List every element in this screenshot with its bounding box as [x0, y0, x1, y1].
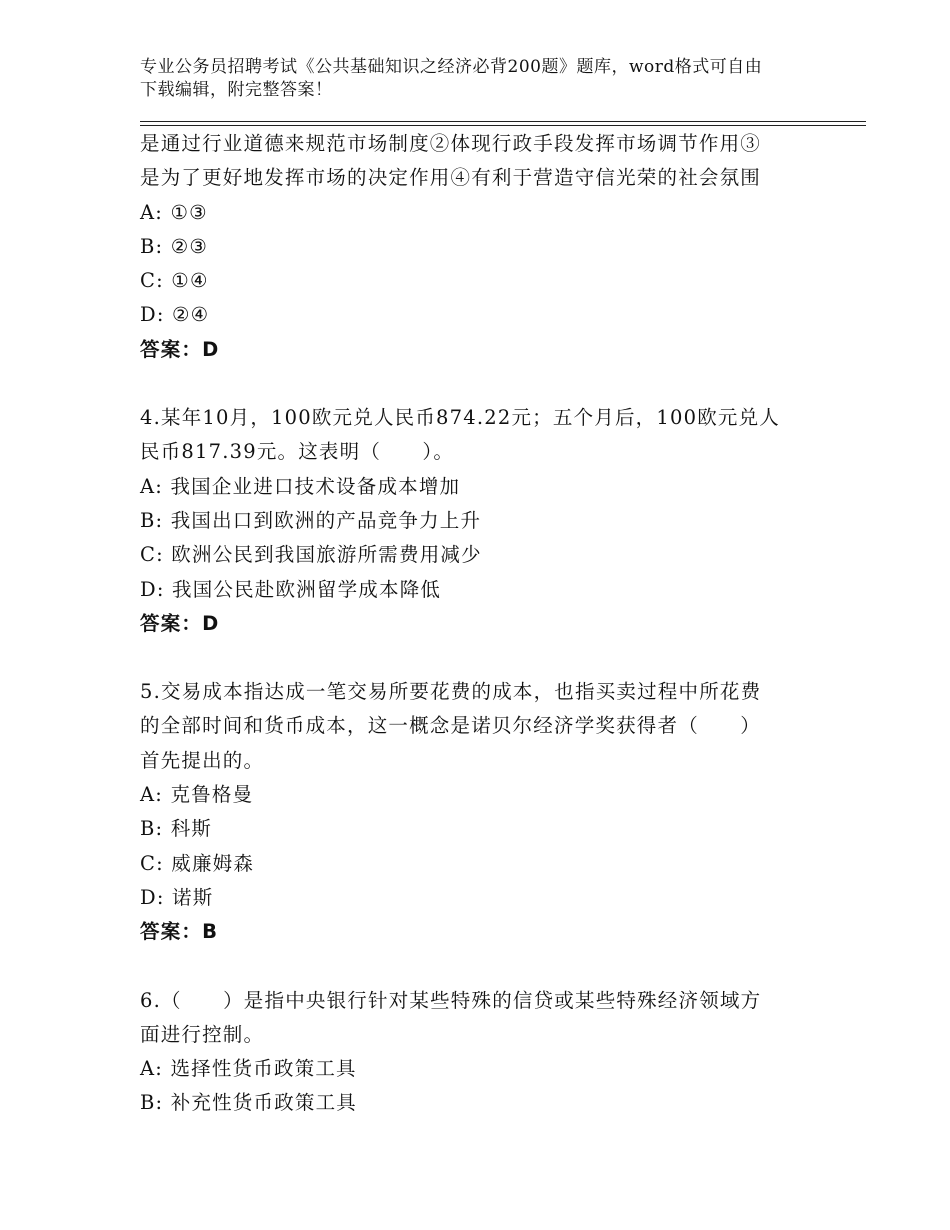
option-d: D: 诺斯 — [140, 885, 214, 909]
answer-label: 答案：D — [140, 611, 220, 635]
option-b: B: 科斯 — [140, 817, 213, 841]
question-stem-line: 是通过行业道德来规范市场制度②体现行政手段发挥市场调节作用③ — [140, 132, 762, 155]
header-title-line-1: 专业公务员招聘考试《公共基础知识之经济必背200题》题库，word格式可自由 — [140, 57, 763, 77]
header-rule-bottom — [140, 125, 866, 126]
option-d: D: ②④ — [140, 303, 210, 327]
header-title-line-2: 下载编辑，附完整答案！ — [140, 80, 333, 100]
question-6 — [140, 984, 820, 1121]
question-stem-line: 5.交易成本指达成一笔交易所要花费的成本，也指买卖过程中所花费 — [140, 680, 762, 704]
option-c: C: 威廉姆森 — [140, 851, 255, 875]
option-b: B: 我国出口到欧洲的产品竞争力上升 — [140, 508, 482, 532]
header-rule-top — [140, 121, 866, 122]
question-content — [140, 127, 820, 1121]
question-stem-line: 是为了更好地发挥市场的决定作用④有利于营造守信光荣的社会氛围 — [140, 166, 762, 190]
answer-label: 答案：D — [140, 337, 220, 361]
option-a: A: 选择性货币政策工具 — [140, 1057, 357, 1081]
question-stem-line: 4.某年10月，100欧元兑人民币874.22元；五个月后，100欧元兑人 — [140, 406, 780, 430]
option-c: C: 欧洲公民到我国旅游所需费用减少 — [140, 543, 482, 567]
question-stem-line: 的全部时间和货币成本，这一概念是诺贝尔经济学奖获得者（ ） — [140, 714, 762, 738]
document-header — [140, 56, 810, 102]
question-stem-line: 6.（ ）是指中央银行针对某些特殊的信贷或某些特殊经济领域方 — [140, 988, 762, 1012]
answer-label: 答案：B — [140, 920, 219, 944]
question-4 — [140, 401, 820, 641]
question-stem-line: 面进行控制。 — [140, 1022, 265, 1046]
question-3 — [140, 127, 820, 367]
option-d: D: 我国公民赴欧洲留学成本降低 — [140, 577, 442, 601]
option-a: A: 我国企业进口技术设备成本增加 — [140, 474, 461, 498]
option-a: A: ①③ — [140, 200, 208, 224]
option-c: C: ①④ — [140, 269, 209, 293]
option-b: B: ②③ — [140, 234, 209, 258]
question-stem-line: 民币817.39元。这表明（ ）。 — [140, 440, 455, 464]
question-stem-line: 首先提出的。 — [140, 748, 265, 772]
option-a: A: 克鲁格曼 — [140, 783, 254, 807]
option-b: B: 补充性货币政策工具 — [140, 1091, 357, 1115]
question-5 — [140, 675, 820, 949]
